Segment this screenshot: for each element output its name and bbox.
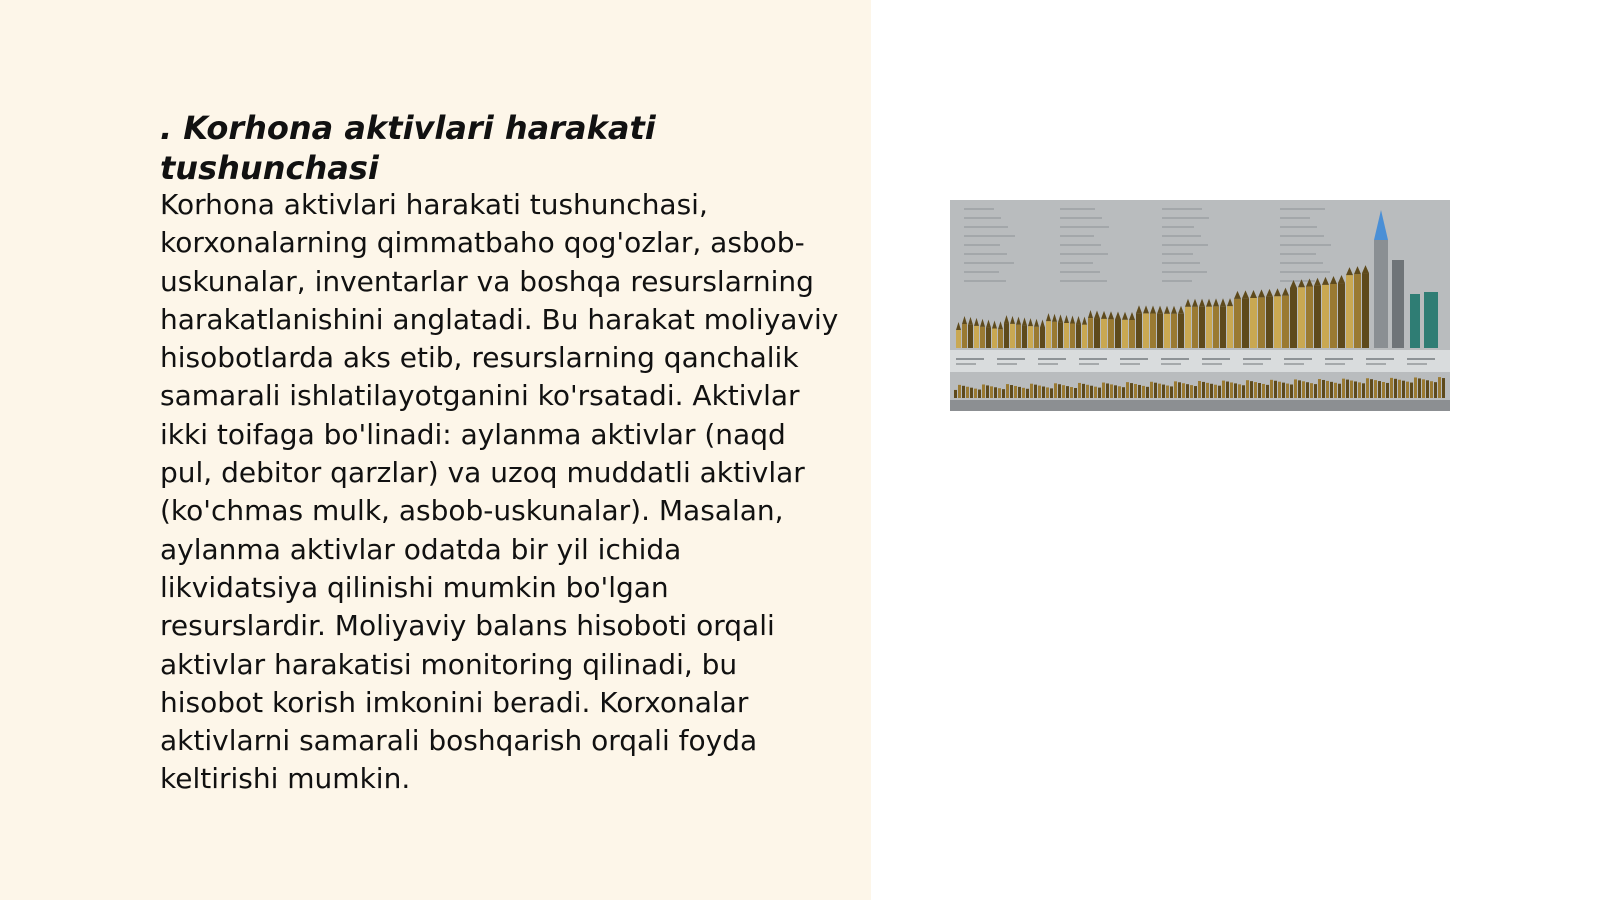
small-cartridge xyxy=(1078,383,1081,398)
image-panel xyxy=(871,0,1600,900)
label-text-line xyxy=(1366,363,1386,365)
small-cartridge xyxy=(1258,383,1261,398)
teal-round xyxy=(1424,292,1438,348)
cartridge xyxy=(980,327,985,348)
cartridge xyxy=(992,328,997,348)
small-cartridge xyxy=(1062,385,1065,398)
small-cartridge xyxy=(1342,379,1345,398)
text-column-line xyxy=(964,244,1000,246)
cartridge xyxy=(1206,307,1212,348)
cartridge xyxy=(962,324,967,348)
cartridge xyxy=(1136,313,1142,348)
photo-base xyxy=(950,400,1450,411)
cartridge-lineup-photo xyxy=(950,200,1450,411)
small-cartridge xyxy=(970,388,973,398)
small-cartridge xyxy=(962,386,965,398)
cartridge xyxy=(1070,324,1075,348)
label-text-line xyxy=(1161,363,1181,365)
cartridge xyxy=(1362,273,1369,348)
small-cartridge xyxy=(1434,382,1437,398)
text-column-line xyxy=(1162,235,1201,237)
label-text-line xyxy=(1284,363,1304,365)
label-text-line xyxy=(1038,363,1058,365)
small-cartridge xyxy=(1042,387,1045,398)
small-cartridge xyxy=(1442,378,1445,398)
small-cartridge xyxy=(1218,386,1221,398)
cartridge xyxy=(1242,298,1249,348)
small-cartridge xyxy=(1102,383,1105,398)
cartridge xyxy=(1314,286,1321,348)
small-cartridge xyxy=(958,385,961,398)
cartridge xyxy=(974,326,979,348)
small-cartridge xyxy=(1234,383,1237,398)
small-cartridge xyxy=(1374,380,1377,398)
small-cartridge xyxy=(1362,383,1365,398)
text-column-line xyxy=(1060,262,1093,264)
small-cartridge xyxy=(1142,386,1145,398)
small-cartridge xyxy=(1290,384,1293,398)
cartridge xyxy=(1157,314,1163,348)
small-cartridge xyxy=(1134,384,1137,398)
text-column-line xyxy=(1162,253,1193,255)
small-cartridge xyxy=(1274,381,1277,398)
small-cartridge xyxy=(1266,385,1269,398)
label-text-line xyxy=(1243,358,1271,360)
cartridge xyxy=(1034,327,1039,348)
small-cartridge xyxy=(1190,385,1193,398)
text-column-line xyxy=(1280,217,1310,219)
cartridge xyxy=(1234,299,1241,348)
cartridge xyxy=(1064,323,1069,348)
text-column-line xyxy=(1280,271,1330,273)
label-text-line xyxy=(1407,363,1427,365)
small-cartridge xyxy=(1270,380,1273,398)
small-cartridge xyxy=(1178,382,1181,398)
small-cartridge xyxy=(1050,388,1053,398)
text-column-line xyxy=(964,208,994,210)
label-text-line xyxy=(956,363,976,365)
cartridge xyxy=(1082,325,1087,348)
small-cartridge xyxy=(1334,383,1337,398)
label-text-line xyxy=(1038,358,1066,360)
cartridge xyxy=(1192,307,1198,348)
small-cartridge xyxy=(1198,381,1201,398)
label-text-line xyxy=(1325,358,1353,360)
small-cartridge xyxy=(1422,379,1425,398)
text-column-line xyxy=(1060,280,1107,282)
small-cartridge xyxy=(1070,387,1073,398)
small-cartridge xyxy=(954,390,957,398)
cartridge xyxy=(1143,313,1149,348)
cartridge xyxy=(1282,296,1289,348)
cartridge xyxy=(1298,287,1305,348)
text-column-line xyxy=(964,280,1006,282)
text-column-line xyxy=(1162,226,1194,228)
cartridge xyxy=(1250,298,1257,348)
small-cartridge xyxy=(1146,387,1149,398)
small-cartridge xyxy=(1382,382,1385,398)
text-column-line xyxy=(1060,244,1101,246)
small-cartridge xyxy=(1158,384,1161,398)
cartridge-lineup-illustration xyxy=(950,200,1450,411)
small-cartridge xyxy=(994,387,997,398)
small-cartridge xyxy=(1162,385,1165,398)
small-cartridge xyxy=(1226,382,1229,398)
small-cartridge xyxy=(982,384,985,398)
text-column-line xyxy=(1060,235,1094,237)
label-text-line xyxy=(1079,358,1107,360)
cartridge xyxy=(998,329,1003,348)
cartridge xyxy=(1227,306,1233,348)
cartridge xyxy=(956,330,961,348)
cartridge xyxy=(1178,314,1184,348)
label-text-line xyxy=(1325,363,1345,365)
small-cartridge xyxy=(1074,388,1077,398)
cartridge xyxy=(1338,283,1345,348)
small-cartridge xyxy=(1114,385,1117,398)
small-cartridge xyxy=(1350,381,1353,398)
small-cartridge xyxy=(1386,383,1389,398)
cartridge xyxy=(1346,275,1353,348)
small-cartridge xyxy=(1330,382,1333,398)
text-column-line xyxy=(964,271,999,273)
cartridge xyxy=(1274,296,1281,348)
small-cartridge xyxy=(1046,387,1049,398)
cartridge xyxy=(1164,314,1170,348)
small-cartridge xyxy=(1214,385,1217,398)
text-column-line xyxy=(1060,208,1095,210)
teal-round xyxy=(1410,294,1420,348)
small-cartridge xyxy=(1026,389,1029,398)
cartridge xyxy=(1306,286,1313,348)
text-column-line xyxy=(1162,244,1208,246)
small-cartridge xyxy=(1394,379,1397,398)
cartridge xyxy=(1016,325,1021,348)
label-text-line xyxy=(997,363,1017,365)
text-column-line xyxy=(1162,271,1207,273)
cartridge xyxy=(986,328,991,348)
small-cartridge xyxy=(1438,377,1441,398)
small-cartridge xyxy=(1250,381,1253,398)
label-text-line xyxy=(1407,358,1435,360)
cartridge xyxy=(1094,319,1100,348)
small-cartridge xyxy=(1302,381,1305,398)
small-cartridge xyxy=(1130,383,1133,398)
slide-title: . Korhona aktivlari harakati tushunchasi xyxy=(160,109,656,187)
text-column-line xyxy=(964,262,1014,264)
small-cartridge xyxy=(1322,380,1325,398)
small-cartridge xyxy=(1418,378,1421,398)
label-strip xyxy=(950,350,1450,372)
text-column-line xyxy=(1060,226,1109,228)
small-cartridge xyxy=(986,385,989,398)
small-cartridge xyxy=(1406,382,1409,398)
small-cartridge xyxy=(1182,383,1185,398)
cartridge xyxy=(1076,324,1081,348)
label-text-line xyxy=(1284,358,1312,360)
small-cartridge xyxy=(1298,380,1301,398)
text-column-line xyxy=(1060,253,1108,255)
small-cartridge xyxy=(1090,386,1093,398)
cartridge xyxy=(1330,284,1337,348)
small-cartridge xyxy=(1174,381,1177,398)
small-cartridge xyxy=(1390,378,1393,398)
cartridge xyxy=(1046,321,1051,348)
slide-body-text: Korhona aktivlari harakati tushunchasi, korxonalarning qimmatbaho qog'ozlar, asbob-uskunalar, inventarlar va boshqa resurslarning harakatlanishini anglatadi. Bu harakat moliyaviy hisobotlarda aks etib, resurslarning qanchalik samarali ishlatilayotganini ko'rsatadi. Aktivlar ikki toifaga bo'linadi: aylanma aktivlar (naqd pul, debitor qarzlar) va uzoq muddatli aktivlar (ko'chmas mulk, asbob-uskunalar). Masalan, aylanma aktivlar odatda bir yil ichida likvidatsiya qilinishi mumkin bo'lgan resurslardir. Moliyaviy balans hisoboti orqali aktivlar harakatisi monitoring qilinadi, bu hisobot korish imkonini beradi. Korxonalar aktivlarni samarali boshqarish orqali foyda keltirishi mumkin. xyxy=(160,188,839,796)
cartridge xyxy=(1266,297,1273,348)
small-cartridge xyxy=(1086,385,1089,398)
cartridge xyxy=(1322,285,1329,348)
small-cartridge xyxy=(1006,384,1009,398)
small-cartridge xyxy=(1278,382,1281,398)
label-text-line xyxy=(956,358,984,360)
label-text-line xyxy=(1120,358,1148,360)
small-cartridge xyxy=(1318,379,1321,398)
cartridge xyxy=(1028,326,1033,348)
cartridge xyxy=(1129,320,1135,348)
cartridge xyxy=(1122,320,1128,348)
small-cartridge xyxy=(1194,386,1197,398)
text-column-line xyxy=(1280,253,1316,255)
large-round-body xyxy=(1392,260,1404,348)
small-cartridge xyxy=(1254,382,1257,398)
small-cartridge xyxy=(974,389,977,398)
small-cartridge xyxy=(1038,386,1041,398)
small-cartridge xyxy=(978,390,981,398)
small-cartridge xyxy=(1202,382,1205,398)
cartridge xyxy=(1040,327,1045,348)
cartridge xyxy=(1115,320,1121,348)
small-cartridge xyxy=(1098,388,1101,398)
small-cartridge xyxy=(1242,385,1245,398)
cartridge xyxy=(1150,314,1156,348)
small-cartridge xyxy=(1058,384,1061,398)
small-cartridge xyxy=(1430,381,1433,398)
text-column-line xyxy=(1162,280,1192,282)
small-cartridge xyxy=(1306,382,1309,398)
small-cartridge xyxy=(1370,379,1373,398)
label-text-line xyxy=(997,358,1025,360)
text-column-line xyxy=(1280,235,1324,237)
small-cartridge xyxy=(1014,386,1017,398)
small-cartridge xyxy=(1402,381,1405,398)
small-cartridge xyxy=(1118,386,1121,398)
cartridge xyxy=(1213,306,1219,348)
small-cartridge xyxy=(1378,381,1381,398)
text-column-line xyxy=(964,226,1008,228)
small-cartridge xyxy=(1354,381,1357,398)
small-cartridge xyxy=(1066,386,1069,398)
small-cartridge xyxy=(1262,384,1265,398)
small-cartridge xyxy=(990,386,993,398)
label-text-line xyxy=(1243,363,1263,365)
text-column-line xyxy=(1280,226,1317,228)
small-cartridge xyxy=(1010,385,1013,398)
cartridge xyxy=(968,325,973,348)
label-text-line xyxy=(1202,363,1222,365)
small-cartridge xyxy=(1054,383,1057,398)
text-column-line xyxy=(1060,271,1100,273)
small-cartridge xyxy=(1110,384,1113,398)
small-cartridge xyxy=(1206,383,1209,398)
small-cartridge xyxy=(1426,380,1429,398)
label-text-line xyxy=(1202,358,1230,360)
cartridge xyxy=(1004,323,1009,348)
text-column-line xyxy=(1280,244,1331,246)
cartridge xyxy=(1220,306,1226,348)
cartridge xyxy=(1108,319,1114,348)
small-cartridge xyxy=(998,388,1001,398)
small-cartridge xyxy=(1222,381,1225,398)
cartridge xyxy=(1022,325,1027,348)
cartridge xyxy=(1010,324,1015,348)
small-cartridge xyxy=(1154,383,1157,398)
small-cartridge xyxy=(1082,384,1085,398)
small-cartridge xyxy=(1338,384,1341,398)
small-cartridge xyxy=(1346,380,1349,398)
small-cartridge xyxy=(1166,386,1169,398)
small-cartridge xyxy=(1326,381,1329,398)
small-cartridge xyxy=(1294,379,1297,398)
small-cartridge xyxy=(1414,377,1417,398)
small-cartridge xyxy=(1230,382,1233,398)
cartridge xyxy=(1199,307,1205,348)
text-column-line xyxy=(1162,208,1202,210)
small-cartridge xyxy=(1094,387,1097,398)
small-cartridge xyxy=(1030,384,1033,398)
cartridge xyxy=(1088,318,1093,348)
small-cartridge xyxy=(1002,389,1005,398)
small-cartridge xyxy=(1310,383,1313,398)
small-cartridge xyxy=(1210,384,1213,398)
text-column-line xyxy=(1162,262,1200,264)
small-cartridge xyxy=(1106,383,1109,398)
small-cartridge xyxy=(1122,387,1125,398)
small-cartridge xyxy=(1170,386,1173,398)
small-cartridge xyxy=(1246,380,1249,398)
small-cartridge xyxy=(1366,378,1369,398)
cartridge xyxy=(1101,319,1107,348)
small-cartridge xyxy=(1186,384,1189,398)
label-text-line xyxy=(1120,363,1140,365)
small-cartridge xyxy=(1410,383,1413,398)
text-column-line xyxy=(1060,217,1102,219)
text-column-line xyxy=(1162,217,1209,219)
small-cartridge xyxy=(1034,385,1037,398)
small-cartridge xyxy=(1022,388,1025,398)
cartridge xyxy=(1258,297,1265,348)
small-cartridge xyxy=(1126,382,1129,398)
text-column-line xyxy=(1280,208,1325,210)
cartridge xyxy=(1058,322,1063,348)
small-cartridge xyxy=(1358,382,1361,398)
small-cartridge xyxy=(1314,384,1317,398)
small-cartridge xyxy=(1398,380,1401,398)
small-cartridge xyxy=(1150,382,1153,398)
text-column-line xyxy=(964,217,1001,219)
small-cartridge xyxy=(1286,384,1289,398)
label-text-line xyxy=(1366,358,1394,360)
cartridge xyxy=(1185,307,1191,348)
small-cartridge xyxy=(1138,385,1141,398)
text-column-line xyxy=(1280,262,1323,264)
large-round-body xyxy=(1374,240,1388,348)
cartridge xyxy=(1052,322,1057,348)
small-cartridge xyxy=(1018,387,1021,398)
text-column-line xyxy=(964,235,1015,237)
text-column-line xyxy=(964,253,1007,255)
small-cartridge xyxy=(1282,383,1285,398)
cartridge xyxy=(1290,288,1297,348)
label-text-line xyxy=(1079,363,1099,365)
small-cartridge xyxy=(1238,384,1241,398)
cartridge xyxy=(1354,274,1361,348)
cartridge xyxy=(1171,314,1177,348)
label-text-line xyxy=(1161,358,1189,360)
small-cartridge xyxy=(966,387,969,398)
